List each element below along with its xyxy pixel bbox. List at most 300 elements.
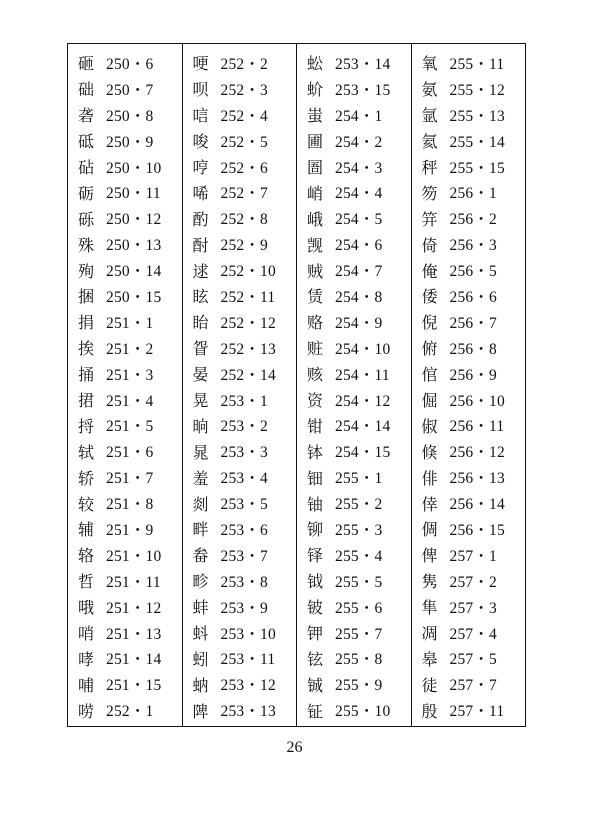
index-entry — [68, 542, 182, 568]
entry-reference: 253・15 — [335, 81, 391, 99]
index-entry — [68, 76, 182, 102]
entry-reference: 256・6 — [449, 288, 498, 306]
entry-character: 轼 — [78, 442, 95, 462]
entry-reference: 255・12 — [449, 81, 505, 99]
entry-reference: 253・13 — [220, 703, 276, 721]
entry-reference: 255・10 — [335, 703, 391, 721]
entry-reference: 252・6 — [220, 159, 269, 177]
entry-character: 倖 — [421, 494, 438, 514]
entry-character: 倌 — [421, 365, 438, 385]
index-entry — [297, 102, 411, 128]
entry-character: 捋 — [78, 416, 95, 436]
entry-character: 蚌 — [192, 598, 209, 618]
index-entry — [68, 335, 182, 361]
entry-reference: 255・4 — [335, 547, 383, 565]
entry-character: 呗 — [192, 80, 209, 100]
entry-character: 础 — [78, 80, 95, 100]
entry-character: 蚧 — [307, 80, 324, 100]
entry-reference: 250・14 — [106, 263, 162, 281]
entry-reference: 252・8 — [220, 211, 269, 229]
entry-reference: 254・8 — [335, 288, 383, 306]
entry-reference: 251・9 — [106, 521, 154, 539]
index-entry — [68, 387, 182, 413]
entry-character: 殊 — [78, 235, 95, 255]
entry-character: 轿 — [78, 468, 95, 488]
entry-reference: 256・9 — [449, 366, 498, 384]
index-entry — [297, 179, 411, 205]
index-entry — [183, 361, 297, 387]
entry-character: 隼 — [421, 598, 438, 618]
entry-reference: 256・7 — [449, 314, 498, 332]
index-entry — [412, 76, 526, 102]
entry-character: 哽 — [192, 54, 209, 74]
entry-reference: 255・1 — [335, 470, 383, 488]
entry-reference: 251・4 — [106, 392, 154, 410]
entry-reference: 254・4 — [335, 185, 383, 203]
entry-character: 倪 — [421, 313, 438, 333]
entry-character: 哦 — [78, 598, 95, 618]
index-entry — [412, 412, 526, 438]
entry-character: 畔 — [192, 520, 209, 540]
index-entry — [412, 309, 526, 335]
entry-character: 眩 — [192, 287, 209, 307]
index-entry — [297, 516, 411, 542]
entry-character: 较 — [78, 494, 95, 514]
index-entry — [297, 205, 411, 231]
entry-character: 氨 — [421, 80, 438, 100]
entry-character: 铎 — [307, 546, 324, 566]
entry-character: 捅 — [78, 365, 95, 385]
entry-reference: 256・12 — [449, 444, 505, 462]
entry-reference: 251・13 — [106, 625, 162, 643]
entry-character: 辂 — [78, 546, 95, 566]
entry-character: 凋 — [421, 624, 438, 644]
entry-character: 砺 — [78, 183, 95, 203]
index-entry — [297, 76, 411, 102]
entry-character: 峨 — [307, 209, 324, 229]
entry-reference: 254・15 — [335, 444, 391, 462]
entry-character: 哼 — [192, 158, 209, 177]
index-column — [182, 44, 297, 726]
index-entry — [68, 620, 182, 646]
index-entry — [412, 154, 526, 180]
entry-character: 铀 — [307, 494, 324, 514]
entry-reference: 250・15 — [106, 288, 162, 306]
index-entry — [412, 205, 526, 231]
entry-character: 倭 — [421, 287, 438, 307]
index-column — [68, 44, 182, 726]
entry-character: 哺 — [78, 675, 95, 695]
index-entry — [412, 620, 526, 646]
entry-reference: 254・14 — [335, 418, 391, 436]
index-entry — [412, 438, 526, 464]
entry-reference: 251・2 — [106, 340, 154, 358]
entry-character: 隽 — [421, 572, 438, 592]
entry-character: 徒 — [421, 675, 438, 695]
entry-reference: 257・1 — [449, 547, 498, 565]
entry-reference: 250・10 — [106, 159, 162, 177]
entry-reference: 257・2 — [449, 573, 498, 591]
entry-character: 蚪 — [192, 624, 209, 644]
entry-reference: 254・7 — [335, 263, 383, 281]
entry-character: 皋 — [421, 649, 438, 669]
index-entry — [297, 128, 411, 154]
page-number: 26 — [286, 739, 303, 756]
entry-reference: 256・14 — [449, 496, 505, 514]
entry-character: 氧 — [421, 54, 438, 74]
index-entry — [68, 438, 182, 464]
index-entry — [297, 542, 411, 568]
index-entry — [297, 594, 411, 620]
entry-reference: 251・8 — [106, 496, 154, 514]
entry-character: 哮 — [78, 649, 95, 669]
entry-character: 砸 — [78, 54, 95, 74]
index-entry — [412, 335, 526, 361]
entry-reference: 253・9 — [220, 599, 269, 617]
index-table — [67, 43, 526, 727]
index-entry — [68, 671, 182, 697]
index-entry — [297, 490, 411, 516]
entry-character: 贼 — [307, 261, 324, 281]
index-entry — [412, 464, 526, 490]
entry-character: 俾 — [421, 546, 438, 566]
index-entry — [183, 594, 297, 620]
entry-reference: 256・11 — [449, 418, 505, 436]
entry-reference: 251・12 — [106, 599, 162, 617]
entry-reference: 252・4 — [220, 107, 269, 125]
entry-character: 俳 — [421, 468, 438, 488]
entry-reference: 255・3 — [335, 521, 383, 539]
entry-character: 笄 — [421, 209, 438, 229]
index-entry — [68, 102, 182, 128]
index-entry — [183, 645, 297, 671]
entry-character: 铉 — [307, 649, 324, 669]
entry-character: 蚩 — [307, 106, 324, 126]
entry-reference: 256・10 — [449, 392, 505, 410]
entry-character: 氩 — [421, 106, 438, 126]
index-entry — [183, 697, 297, 723]
index-entry — [412, 645, 526, 671]
index-entry — [183, 412, 297, 438]
entry-character: 畛 — [192, 572, 209, 592]
index-column — [296, 44, 411, 726]
index-entry — [297, 231, 411, 257]
entry-character: 辅 — [78, 520, 95, 540]
entry-reference: 253・12 — [220, 677, 276, 695]
index-entry — [297, 309, 411, 335]
index-entry — [68, 412, 182, 438]
index-entry — [297, 645, 411, 671]
entry-character: 唆 — [192, 132, 209, 152]
index-entry — [297, 464, 411, 490]
entry-reference: 252・5 — [220, 133, 269, 151]
entry-reference: 254・11 — [335, 366, 390, 384]
entry-reference: 256・2 — [449, 211, 498, 229]
index-entry — [412, 516, 526, 542]
index-entry — [297, 335, 411, 361]
entry-reference: 253・6 — [220, 521, 269, 539]
entry-character: 蚓 — [192, 649, 209, 669]
entry-character: 捃 — [78, 391, 95, 411]
entry-reference: 252・1 — [106, 703, 154, 721]
entry-character: 晁 — [192, 442, 209, 462]
entry-character: 畚 — [192, 546, 209, 566]
index-entry — [68, 179, 182, 205]
index-entry — [412, 568, 526, 594]
entry-character: 砥 — [78, 132, 95, 152]
entry-character: 眢 — [192, 339, 209, 359]
entry-character: 钵 — [307, 442, 324, 462]
entry-reference: 252・10 — [220, 263, 276, 281]
index-entry — [412, 671, 526, 697]
entry-reference: 257・3 — [449, 599, 498, 617]
entry-reference: 251・3 — [106, 366, 154, 384]
entry-reference: 250・6 — [106, 55, 154, 73]
index-entry — [412, 361, 526, 387]
index-entry — [68, 128, 182, 154]
entry-reference: 252・9 — [220, 237, 269, 255]
entry-character: 眙 — [192, 313, 209, 333]
entry-character: 晌 — [192, 416, 209, 436]
entry-character: 挨 — [78, 339, 95, 359]
entry-character: 俺 — [421, 261, 438, 281]
entry-character: 砾 — [78, 209, 95, 229]
entry-reference: 251・11 — [106, 573, 161, 591]
entry-character: 俯 — [421, 339, 438, 359]
entry-character: 哨 — [78, 624, 95, 644]
index-entry — [412, 50, 526, 76]
entry-reference: 256・3 — [449, 237, 498, 255]
entry-reference: 253・3 — [220, 444, 269, 462]
entry-character: 哲 — [78, 572, 95, 592]
index-entry — [68, 516, 182, 542]
index-entry — [297, 412, 411, 438]
entry-reference: 251・1 — [106, 314, 154, 332]
index-entry — [68, 283, 182, 309]
entry-reference: 254・5 — [335, 211, 383, 229]
entry-character: 羞 — [192, 468, 209, 488]
entry-reference: 251・10 — [106, 547, 162, 565]
entry-character: 钿 — [307, 468, 324, 488]
index-entry — [297, 438, 411, 464]
entry-character: 赁 — [307, 287, 324, 307]
entry-reference: 252・14 — [220, 366, 276, 384]
entry-reference: 257・7 — [449, 677, 498, 695]
entry-character: 赃 — [307, 339, 324, 359]
index-entry — [183, 179, 297, 205]
entry-reference: 252・7 — [220, 185, 269, 203]
entry-character: 氦 — [421, 132, 438, 152]
index-entry — [297, 283, 411, 309]
entry-character: 铖 — [307, 675, 324, 695]
entry-reference: 251・5 — [106, 418, 154, 436]
entry-reference: 256・8 — [449, 340, 498, 358]
index-entry — [183, 620, 297, 646]
index-entry — [297, 361, 411, 387]
entry-reference: 256・5 — [449, 263, 498, 281]
entry-reference: 253・7 — [220, 547, 269, 565]
index-entry — [297, 50, 411, 76]
index-entry — [183, 542, 297, 568]
index-entry — [68, 490, 182, 516]
entry-character: 峭 — [307, 183, 324, 203]
index-entry — [183, 516, 297, 542]
entry-character: 钺 — [307, 572, 324, 592]
entry-reference: 254・9 — [335, 314, 383, 332]
index-entry — [412, 542, 526, 568]
entry-reference: 254・6 — [335, 237, 383, 255]
entry-reference: 254・10 — [335, 340, 391, 358]
entry-reference: 250・11 — [106, 185, 161, 203]
index-entry — [68, 257, 182, 283]
index-entry — [412, 594, 526, 620]
index-entry — [183, 205, 297, 231]
index-entry — [412, 179, 526, 205]
entry-character: 资 — [307, 391, 324, 411]
index-entry — [297, 568, 411, 594]
entry-reference: 250・12 — [106, 211, 162, 229]
index-entry — [68, 645, 182, 671]
index-entry — [183, 283, 297, 309]
entry-character: 捆 — [78, 287, 95, 307]
entry-character: 殉 — [78, 261, 95, 281]
entry-reference: 255・5 — [335, 573, 383, 591]
entry-reference: 253・5 — [220, 496, 269, 514]
entry-reference: 255・11 — [449, 55, 505, 73]
index-entry — [183, 50, 297, 76]
index-entry — [297, 387, 411, 413]
entry-character: 笏 — [421, 183, 438, 203]
entry-character: 倏 — [421, 442, 438, 462]
index-entry — [183, 309, 297, 335]
index-entry — [68, 205, 182, 231]
entry-reference: 252・3 — [220, 81, 269, 99]
entry-reference: 255・6 — [335, 599, 383, 617]
entry-reference: 253・2 — [220, 418, 269, 436]
index-entry — [68, 568, 182, 594]
entry-reference: 251・15 — [106, 677, 162, 695]
index-entry — [183, 568, 297, 594]
index-entry — [183, 231, 297, 257]
entry-reference: 251・6 — [106, 444, 154, 462]
entry-reference: 251・14 — [106, 651, 162, 669]
entry-reference: 253・14 — [335, 55, 391, 73]
entry-character: 砧 — [78, 158, 95, 177]
entry-reference: 255・13 — [449, 107, 505, 125]
entry-character: 铆 — [307, 520, 324, 540]
entry-reference: 257・5 — [449, 651, 498, 669]
index-entry — [183, 76, 297, 102]
index-entry — [297, 697, 411, 723]
entry-character: 铍 — [307, 598, 324, 618]
index-entry — [412, 102, 526, 128]
entry-character: 剡 — [192, 494, 209, 514]
index-entry — [183, 102, 297, 128]
index-entry — [183, 257, 297, 283]
entry-reference: 250・13 — [106, 237, 162, 255]
entry-reference: 254・2 — [335, 133, 383, 151]
entry-character: 俶 — [421, 416, 438, 436]
entry-reference: 253・10 — [220, 625, 276, 643]
entry-reference: 250・7 — [106, 81, 154, 99]
entry-reference: 253・8 — [220, 573, 269, 591]
index-entry — [183, 464, 297, 490]
entry-character: 圄 — [307, 158, 324, 177]
index-entry — [297, 620, 411, 646]
entry-character: 砻 — [78, 106, 95, 126]
entry-reference: 252・2 — [220, 55, 269, 73]
entry-character: 蚋 — [192, 675, 209, 695]
entry-reference: 251・7 — [106, 470, 154, 488]
entry-reference: 255・9 — [335, 677, 383, 695]
index-entry — [412, 490, 526, 516]
index-entry — [412, 387, 526, 413]
entry-reference: 256・1 — [449, 185, 498, 203]
index-entry — [297, 154, 411, 180]
entry-character: 觊 — [307, 235, 324, 255]
entry-reference: 254・12 — [335, 392, 391, 410]
index-entry — [68, 309, 182, 335]
index-entry — [68, 361, 182, 387]
entry-character: 唏 — [192, 183, 209, 203]
entry-reference: 255・2 — [335, 496, 383, 514]
index-entry — [68, 154, 182, 180]
index-entry — [68, 464, 182, 490]
index-column — [411, 44, 526, 726]
index-entry — [68, 231, 182, 257]
entry-character: 钳 — [307, 416, 324, 436]
entry-character: 倚 — [421, 235, 438, 255]
entry-character: 逑 — [192, 261, 209, 281]
index-entry — [412, 231, 526, 257]
entry-character: 殷 — [421, 701, 438, 721]
entry-reference: 256・15 — [449, 521, 505, 539]
index-entry — [183, 490, 297, 516]
index-entry — [297, 257, 411, 283]
entry-reference: 255・7 — [335, 625, 383, 643]
index-entry — [68, 50, 182, 76]
index-entry — [183, 387, 297, 413]
entry-character: 唁 — [192, 106, 209, 126]
entry-character: 赂 — [307, 313, 324, 333]
index-entry — [412, 128, 526, 154]
entry-reference: 253・1 — [220, 392, 269, 410]
entry-character: 晃 — [192, 391, 209, 411]
index-entry — [68, 594, 182, 620]
entry-reference: 255・15 — [449, 159, 505, 177]
entry-character: 酎 — [192, 235, 209, 255]
entry-character: 唠 — [78, 701, 95, 721]
index-entry — [412, 283, 526, 309]
entry-character: 倜 — [421, 520, 438, 540]
entry-character: 捐 — [78, 313, 95, 333]
entry-character: 酌 — [192, 209, 209, 229]
entry-reference: 253・11 — [220, 651, 276, 669]
entry-character: 蚣 — [307, 54, 324, 74]
entry-character: 陴 — [192, 701, 209, 721]
entry-reference: 255・14 — [449, 133, 505, 151]
index-entry — [412, 697, 526, 723]
entry-reference: 256・13 — [449, 470, 505, 488]
entry-character: 秤 — [421, 158, 438, 177]
entry-reference: 250・9 — [106, 133, 154, 151]
index-entry — [183, 335, 297, 361]
entry-character: 钾 — [307, 624, 324, 644]
entry-reference: 257・4 — [449, 625, 498, 643]
entry-reference: 255・8 — [335, 651, 383, 669]
entry-character: 圃 — [307, 132, 324, 152]
entry-character: 钲 — [307, 701, 324, 721]
